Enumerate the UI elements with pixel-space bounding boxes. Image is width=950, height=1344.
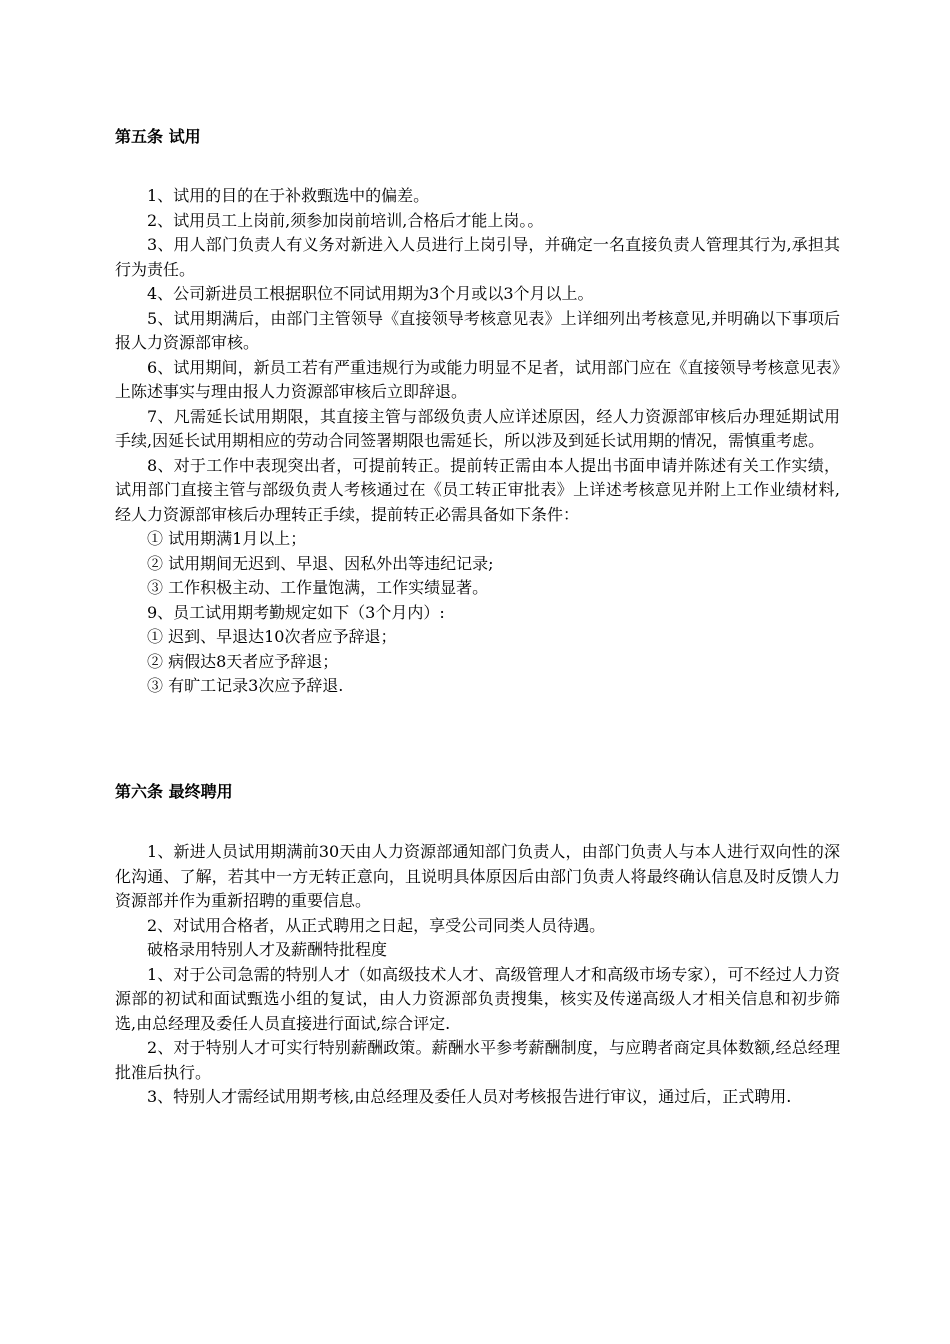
- list-item: ② 试用期间无迟到、早退、因私外出等违纪记录;: [147, 553, 494, 573]
- paragraph: 4、公司新进员工根据职位不同试用期为3个月或以3个月以上。: [147, 284, 594, 303]
- paragraph: 6、试用期间，新员工若有严重违规行为或能力明显不足者，试用部门应在《直接领导考核意见表》上陈述事实与理由报人力资源部审核后立即辞退。: [115, 357, 840, 401]
- paragraph: 1、试用的目的在于补救甄选中的偏差。: [147, 186, 430, 205]
- paragraph: 1、新进人员试用期满前30天由人力资源部通知部门负责人，由部门负责人与本人进行双向性的深化沟通、了解，若其中一方无转正意向，且说明具体原因后由部门负责人将最终确认信息及时反馈人力资源部并作为重新招聘的重要信息。: [115, 842, 840, 910]
- paragraph: 3、用人部门负责人有义务对新进入人员进行上岗引导，并确定一名直接负责人管理其行为,承担其行为责任。: [115, 235, 840, 279]
- paragraph: 8、对于工作中表现突出者，可提前转正。提前转正需由本人提出书面申请并陈述有关工作实绩，试用部门直接主管与部级负责人考核通过在《员工转正审批表》上详述考核意见并附上工作业绩材料,经人力资源部审核后办理转正手续，提前转正必需具备如下条件：: [115, 455, 840, 524]
- paragraph: 2、试用员工上岗前,须参加岗前培训,合格后才能上岗。。: [147, 210, 544, 230]
- subheading: 破格录用特别人才及薪酬特批程度: [147, 940, 388, 959]
- list-item: ① 试用期满1月以上；: [147, 529, 307, 548]
- paragraph: 2、对于特别人才可实行特别薪酬政策。薪酬水平参考薪酬制度，与应聘者商定具体数额,经总经理批准后执行。: [115, 1038, 840, 1082]
- list-item: ③ 工作积极主动、工作量饱满，工作实绩显著。: [147, 578, 489, 597]
- paragraph: 3、特别人才需经试用期考核,由总经理及委任人员对考核报告进行审议，通过后，正式聘用.: [147, 1087, 792, 1106]
- section-body-6: [115, 840, 840, 1110]
- section-heading-6: 第六条 最终聘用: [115, 782, 233, 801]
- paragraph: 7、凡需延长试用期限，其直接主管与部级负责人应详述原因，经人力资源部审核后办理延期试用手续,因延长试用期相应的劳动合同签署期限也需延长，所以涉及到延长试用期的情况，需慎重考虑。: [115, 406, 840, 450]
- section-body-5: [115, 184, 840, 699]
- list-item: ① 迟到、早退达10次者应予辞退；: [147, 627, 397, 646]
- paragraph: 1、对于公司急需的特别人才（如高级技术人才、高级管理人才和高级市场专家），可不经过人力资源部的初试和面试甄选小组的复试，由人力资源部负责搜集，核实及传递高级人才相关信息和初步筛选,由总经理及委任人员直接进行面试,综合评定.: [115, 964, 840, 1033]
- paragraph: 5、试用期满后，由部门主管领导《直接领导考核意见表》上详细列出考核意见,并明确以下事项后报人力资源部审核。: [115, 308, 840, 352]
- paragraph: 2、对试用合格者，从正式聘用之日起，享受公司同类人员待遇。: [147, 915, 606, 935]
- list-item: ③ 有旷工记录3次应予辞退.: [147, 676, 344, 695]
- paragraph: 9、员工试用期考勤规定如下（3个月内）:: [147, 602, 445, 622]
- list-item: ② 病假达8天者应予辞退；: [147, 651, 339, 671]
- section-heading-5: 第五条 试用: [115, 127, 201, 146]
